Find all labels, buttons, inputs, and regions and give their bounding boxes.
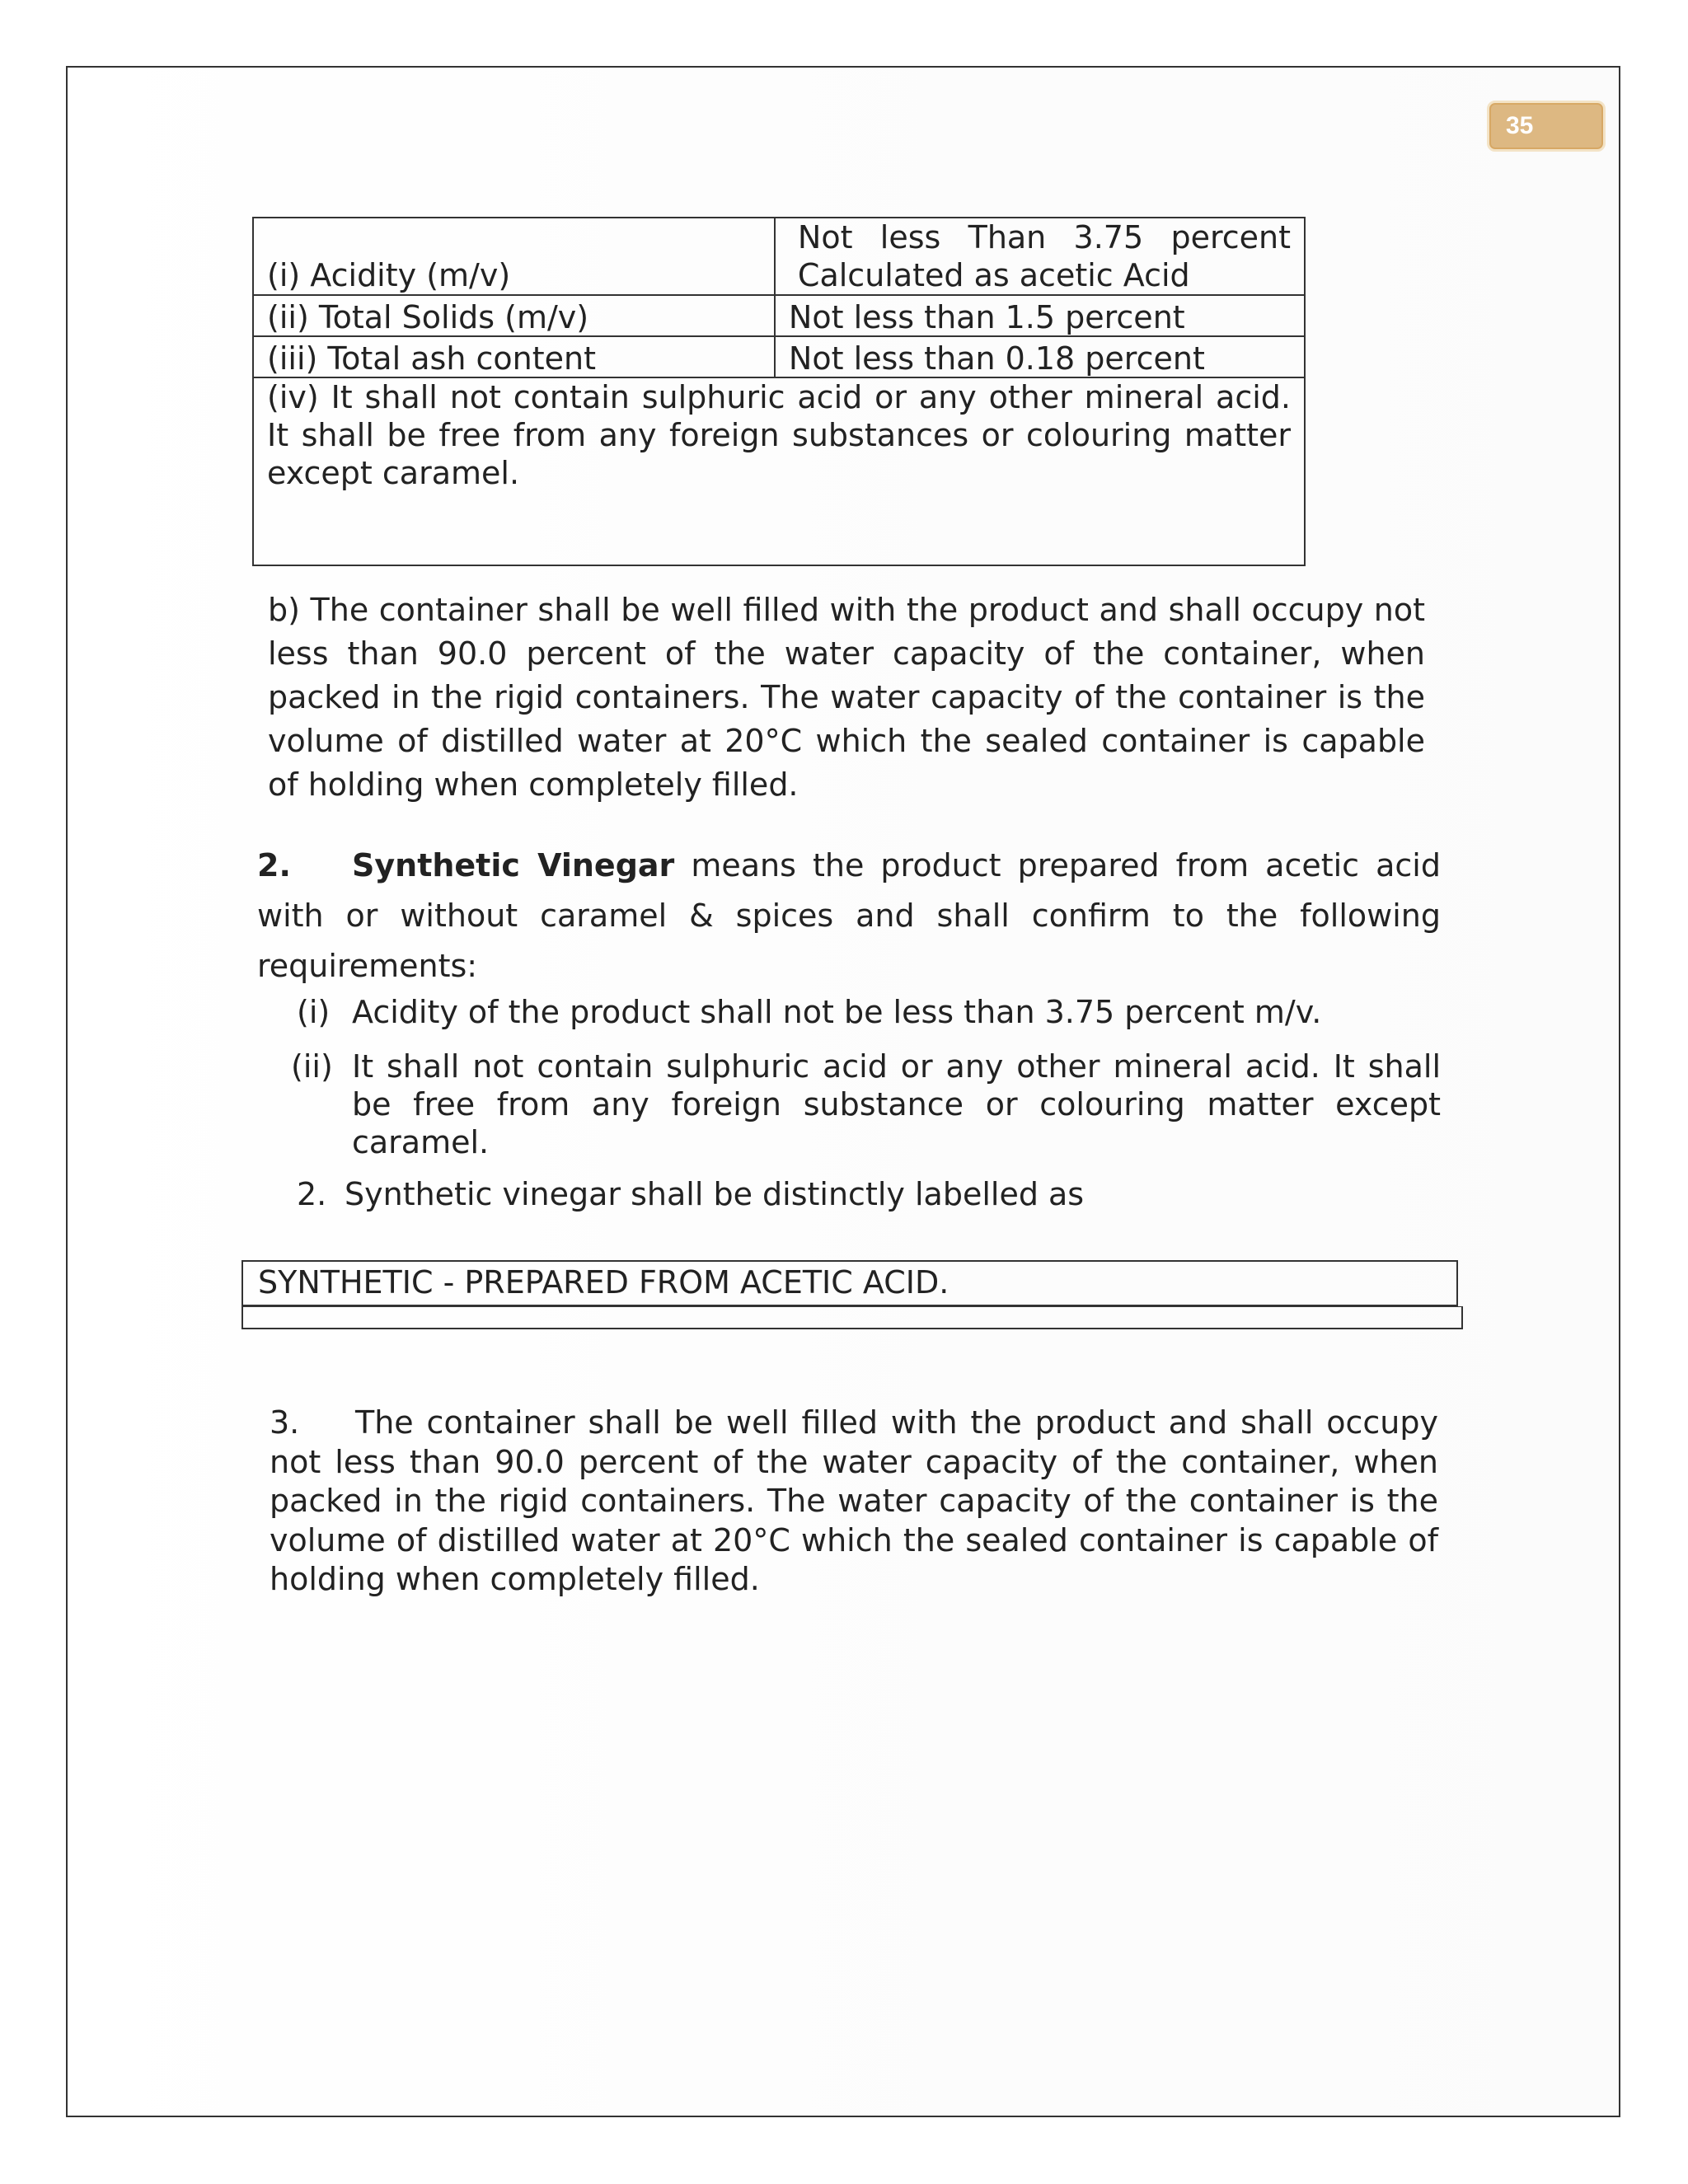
definition-text: means the product prepared from acetic acid with or without caramel & spices and shall confirm to the following requirements:	[257, 847, 1441, 984]
section-3-text: The container shall be well filled with the product and shall occupy not less than 90.0 percent of the water capacity of the container, when packed in the rigid containers. The water capacity of the container is the volume of distilled water at 20°C which the sealed container is capable of holding when completely filled.	[270, 1404, 1438, 1597]
paragraph-b: b) The container shall be well filled with the product and shall occupy not less than 90.0 percent of the water capacity of the container, when packed in the rigid containers. The water capacity of the container is the volume of distilled water at 20°C which the sealed container is capable of holding when completely filled.	[268, 592, 1425, 803]
param-cell: (i) Acidity (m/v)	[253, 218, 775, 295]
note-cell: (iv) It shall not contain sulphuric acid or any other mineral acid. It shall be free from any foreign substances or colouring matter except caramel.	[253, 377, 1305, 565]
list-marker: (ii)	[291, 1048, 333, 1085]
table-row	[253, 218, 1305, 295]
list-item	[297, 993, 1441, 1031]
section-3-paragraph	[270, 1404, 1438, 1600]
label-box-divider	[241, 1306, 1463, 1329]
list-item-text: Acidity of the product shall not be less than 3.75 percent m/v.	[352, 994, 1322, 1030]
value-cell: Not less than 1.5 percent	[775, 295, 1305, 336]
spec-table	[252, 217, 1306, 566]
label-box: SYNTHETIC - PREPARED FROM ACETIC ACID.	[241, 1260, 1458, 1306]
table-row	[253, 295, 1305, 336]
table-row	[253, 336, 1305, 377]
list-item	[291, 1047, 1441, 1161]
list-item-text: It shall not contain sulphuric acid or any other mineral acid. It shall be free from any foreign substance or colouring matter except caramel.	[352, 1048, 1441, 1160]
param-cell: (ii) Total Solids (m/v)	[253, 295, 775, 336]
section-2-definition	[257, 841, 1441, 991]
table-row	[253, 377, 1305, 565]
section-number: 2.	[257, 847, 291, 883]
param-cell: (iii) Total ash content	[253, 336, 775, 377]
value-cell: Not less Than 3.75 percent Calculated as acetic Acid	[775, 218, 1305, 295]
requirements-list	[291, 993, 1441, 1213]
list-item-text: Synthetic vinegar shall be distinctly labelled as	[345, 1176, 1085, 1212]
list-marker: (i)	[297, 994, 331, 1030]
defined-term: Synthetic Vinegar	[352, 847, 675, 883]
section-number: 3.	[270, 1404, 300, 1441]
page-number: 35	[1487, 101, 1606, 152]
value-cell: Not less than 0.18 percent	[775, 336, 1305, 377]
list-item	[297, 1175, 1441, 1213]
list-marker: 2.	[297, 1176, 327, 1212]
